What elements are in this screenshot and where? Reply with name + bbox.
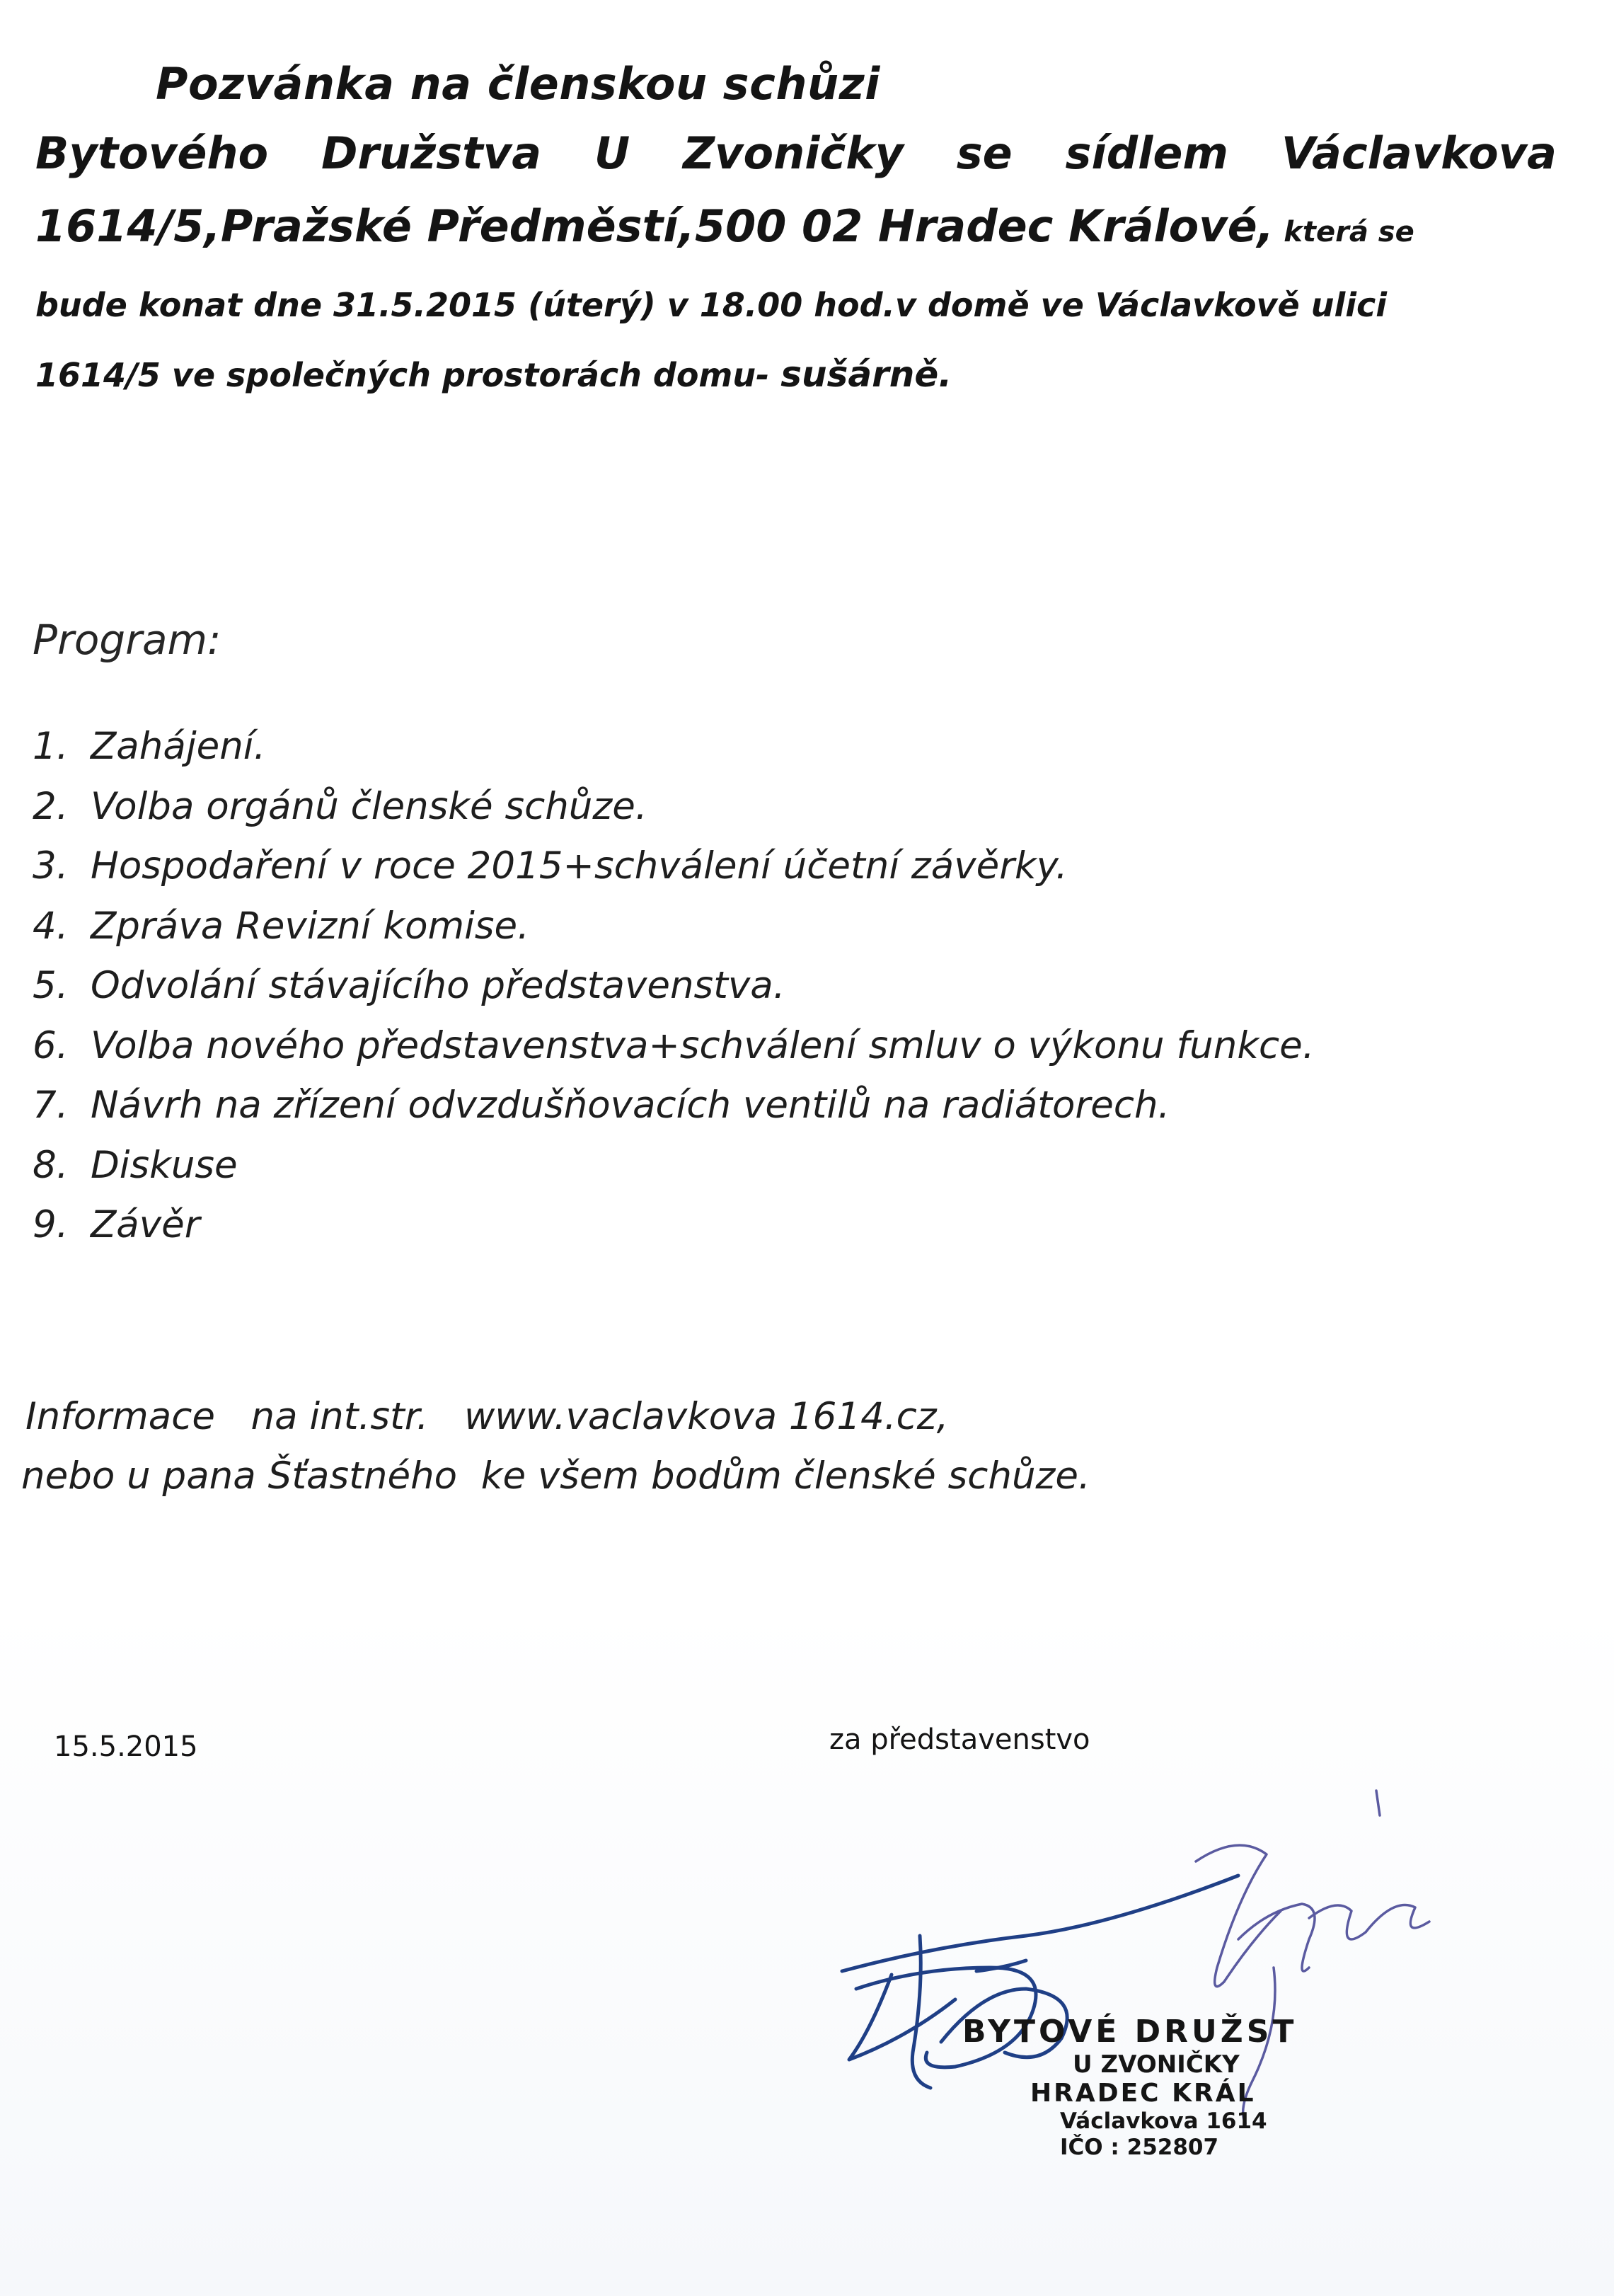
- program-item-number: 5.: [33, 964, 69, 1007]
- cooperative-line: Bytového Družstva U Zvoničky se sídlem Václavkova: [35, 127, 1557, 179]
- program-item: [33, 956, 1315, 1016]
- stamp-line: HRADEC KRÁL: [1030, 2079, 1256, 2108]
- program-item: [33, 897, 1315, 957]
- program-item: [33, 1195, 1315, 1256]
- meeting-location-text: 1614/5 ve společných prostorách domu-: [35, 356, 770, 394]
- program-item-text: Návrh na zřízení odvzdušňovacích ventilů na radiátorech.: [91, 1084, 1170, 1127]
- meeting-date-line: bude konat dne 31.5.2015 (úterý) v 18.00 hod.v domě ve Václavkově ulici: [35, 286, 1388, 324]
- program-item-text: Hospodaření v roce 2015+schválení účetní závěrky.: [91, 844, 1068, 888]
- stamp-line: BYTOVÉ DRUŽST: [962, 2014, 1298, 2050]
- program-item-number: 3.: [33, 844, 69, 888]
- document-date: 15.5.2015: [54, 1730, 198, 1763]
- information-note: [21, 1387, 1090, 1506]
- program-item-text: Zpráva Revizní komise.: [91, 904, 529, 948]
- program-item: [33, 777, 1315, 837]
- stamp-line: U ZVONIČKY: [1073, 2050, 1240, 2079]
- invitation-header: [35, 50, 1557, 410]
- address-text: 1614/5,Pražské Předměstí,500 02 Hradec Králové,: [35, 200, 1274, 252]
- program-item: [33, 1016, 1315, 1077]
- meeting-location-room: sušárně.: [780, 354, 952, 395]
- program-item-number: 2.: [33, 784, 69, 828]
- program-item-text: Zahájení.: [91, 725, 266, 768]
- program-item-text: Závěr: [91, 1203, 200, 1246]
- program-item-number: 1.: [33, 725, 69, 768]
- program-item-number: 8.: [33, 1143, 69, 1187]
- address-line: [35, 188, 1557, 270]
- meeting-location-line: [35, 340, 1557, 410]
- program-item: [33, 1136, 1315, 1196]
- program-item-text: Volba orgánů členské schůze.: [91, 784, 647, 828]
- program-heading: Program:: [33, 616, 221, 664]
- program-item-text: Diskuse: [91, 1143, 238, 1187]
- program-item: [33, 717, 1315, 777]
- cooperative-stamp: [962, 2014, 1297, 2161]
- program-item: [33, 837, 1315, 897]
- program-item-number: 4.: [33, 904, 69, 948]
- information-website-line: Informace na int.str. www.vaclavkova 1614.cz,: [25, 1395, 949, 1438]
- address-continuation: která se: [1284, 216, 1414, 248]
- document-title: Pozvánka na členskou schůzi: [156, 58, 880, 110]
- program-item-text: Volba nového představenstva+schválení smluv o výkonu funkce.: [91, 1023, 1315, 1067]
- program-item-number: 6.: [33, 1023, 69, 1067]
- program-item-text: Odvolání stávajícího představenstva.: [91, 964, 785, 1007]
- program-item-number: 9.: [33, 1203, 69, 1246]
- signer-label: za představenstvo: [829, 1723, 1090, 1756]
- stamp-line: Václavkova 1614: [1060, 2108, 1267, 2135]
- stamp-line: IČO : 252807: [1060, 2135, 1219, 2161]
- program-list: [33, 717, 1315, 1256]
- information-contact-line: nebo u pana Šťastného ke všem bodům členské schůze.: [21, 1454, 1090, 1498]
- program-section: [33, 616, 1315, 1256]
- program-item-number: 7.: [33, 1084, 69, 1127]
- program-item: [33, 1076, 1315, 1136]
